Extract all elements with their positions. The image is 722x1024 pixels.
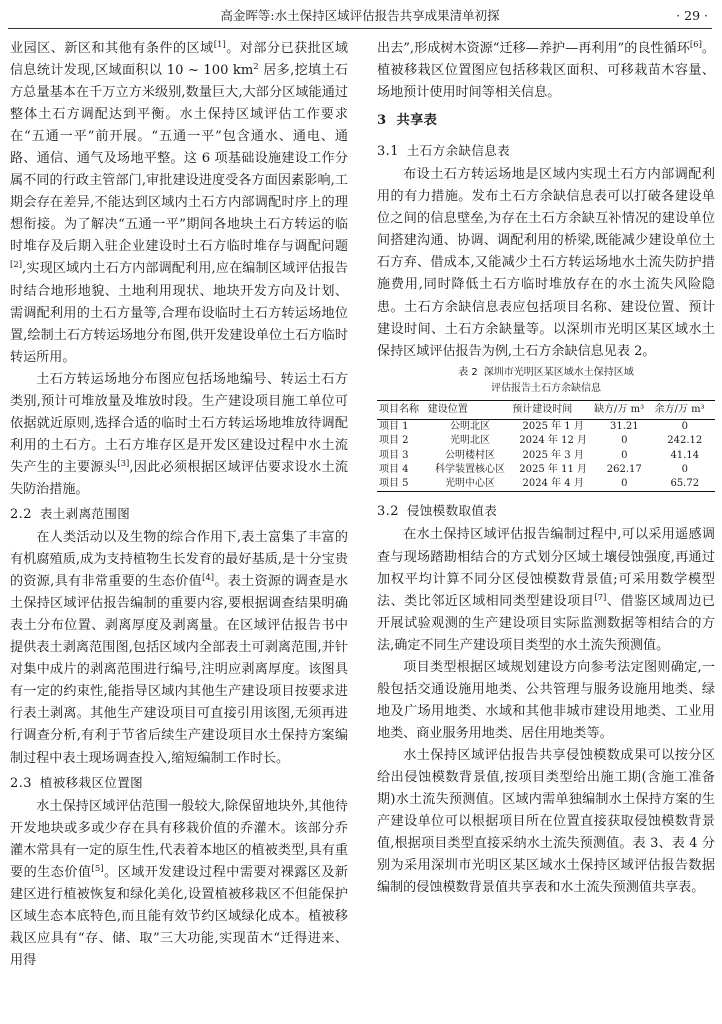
paragraph: 在水土保持区域评估报告编制过程中,可以采用遥感调查与现场踏勘相结合的方式划分区域土壤侵蚀强度,再通过加权平均计算不同分区侵蚀模数背景值;可采用数学模型法、类比邻近区域相同类型建设项目[7]、借鉴区域周边已开展试验观测的生产建设项目实际监测数据等相结合的方法,确定不同生产建设项目类型的水土流失预测值。 — [377, 527, 716, 653]
section-heading-3-1: 3.1 土石方余缺信息表 — [377, 143, 511, 160]
table-row — [377, 463, 715, 477]
paragraph: 布设土石方转运场地是区域内实现土石方内部调配利用的有力措施。发布土石方余缺信息表可以打破各建设单位之间的信息壁垒,为存在土石方余缺互补情况的建设单位间搭建沟通、协调、调配利用的桥梁,既能减少建设单位土石方弃、借成本,又能减少土石方转运场地水土流失防护措施费用,同时降低土石方临时堆放存在的水土流失风险隐患。土石方余缺信息表应包括项目名称、建设位置、预计建设时间、土石方余缺量等。以深圳市光明区某区域水土保持区域评估报告为例,土石方余缺信息见表 2。 — [377, 167, 715, 359]
table-cell: 0 — [621, 478, 628, 490]
table-cell: 0 — [681, 463, 688, 475]
section-heading-3-2: 3.2 侵蚀模数取值表 — [377, 503, 498, 520]
paragraph: 水土保持区域评估报告共享侵蚀模数成果可以按分区给出侵蚀模数背景值,按项目类型给出施工期(含施工准备期)水土流失预测值。区域内需单独编制水土保持方案的生产建设单位可以根据项目所在位置直接获取侵蚀模数背景值,根据项目类型直接采纳水土流失预测值。表 3、表 4 分别为采用深圳市光明区某区域水土保持区域评估报告数据编制的侵蚀模数背景值共享表和水土流失预测值共享表。 — [377, 747, 715, 896]
table-cell: 2025 年 1 月 — [522, 420, 584, 432]
paragraph: 业园区、新区和其他有条件的区域[1]。对部分已获批区域信息统计发现,区域面积以 10 ~ 100 $km^2$ 居多,挖填土石方总量基本在千万立方米级别,数量巨大,大部分区域能通过整体土石方调配达到平衡。水土保持区域评估工作要求在“五通一平”前开展。“五通一平”包含通水、通电、通路、通信、通气及场地平整。这 6 项基础设施建设工作分属不同的行政主管部门,审批建设进度受各方面因素影响,工期会存在差异,不能达到区域内土石方内部调配时序上的理想衔接。为了解决“五通一平”期间各地块土石方转运的临时堆存及后期入驻企业建设时土石方临时堆存与调配问题[2],实现区域内土石方内部调配利用,应在编制区域评估报告时结合地形地貌、土地利用现状、地块开发方向及计划、需调配利用的土石方量等,合理布设临时土石方转运场地位置,绘制土石方转运场地分布图,供开发建设单位土石方临时转运所用。 — [10, 40, 349, 365]
table-header-row — [377, 400, 715, 419]
table-header-cell: 建设位置 — [428, 400, 513, 419]
table-header-cell: 项目名称 — [377, 400, 428, 419]
table-cell: 2025 年 3 月 — [522, 449, 584, 461]
left-column — [10, 38, 348, 972]
section-heading-3: 3 共享表 — [377, 113, 438, 129]
table-cell: 31.21 — [609, 420, 639, 432]
table-cell: 242.12 — [667, 435, 703, 447]
table-header-cell: 缺方/万 m³ — [594, 400, 654, 419]
table-row — [377, 477, 715, 492]
table-caption: 表 2 深圳市光明区某区域水土保持区域 评估报告土石方余缺信息 — [458, 366, 634, 394]
paragraph: 出去”,形成树木资源“迁移—养护—再利用”的良性循环[6]。植被移栽区位置图应包括移栽区面积、可移栽苗木容量、场地预计使用时间等相关信息。 — [377, 40, 716, 101]
table-cell: 光明中心区 — [444, 478, 495, 490]
table-cell: 65.72 — [670, 478, 700, 490]
table-cell: 2024 年 4 月 — [522, 478, 584, 490]
table-cell: 41.14 — [670, 449, 700, 461]
table-cell: 科学装置核心区 — [434, 463, 505, 475]
paragraph: 土石方转运场地分布图应包括场地编号、转运土石方类别,预计可堆放量及堆放时段。生产建设项目施工单位可依据就近原则,选择合适的临时土石方转运场地堆放待调配利用的土石方。土石方堆存区是开发区建设过程中水土流失产生的主要源头[3],因此必须根据区域评估要求设水土流失防治措施。 — [10, 371, 348, 497]
table-row — [377, 449, 715, 463]
paragraph: 项目类型根据区域规划建设方向参考法定图则确定,一般包括交通设施用地类、公共管理与服务设施用地类、绿地及广场用地类、水域和其他非城市建设用地类、工业用地类、商业服务用地类、居住用地类等。 — [377, 659, 715, 741]
table-cell: 项目 4 — [379, 463, 409, 475]
section-heading-2-2: 2.2 表土剥离范围图 — [10, 505, 131, 522]
table-row — [377, 419, 715, 434]
table-cell: 2024 年 12 月 — [519, 435, 588, 447]
running-header — [8, 4, 712, 29]
table-cell: 项目 1 — [379, 420, 409, 432]
table-cell: 项目 2 — [379, 435, 409, 447]
table-header-cell: 余方/万 m³ — [655, 400, 715, 419]
paragraph: 在人类活动以及生物的综合作用下,表土富集了丰富的有机腐殖质,成为支持植物生长发育的最好基质,是十分宝贵的资源,具有非常重要的生态价值[4]。表土资源的调查是水土保持区域评估报告编制的重要内容,要根据调查结果明确表土分布位置、剥离厚度及剥离量。在区域评估报告书中提供表土剥离范围图,包括区域内全部表土可剥离范围,并针对集中成片的剥离范围进行编号,注明应剥离厚度。该图具有一定的约束性,能指导区域内其他生产建设项目按要求进行表土剥离。其他生产建设项目可直接引用该图,无须再进行调查分析,有利于节省后续生产建设项目水土保持方案编制过程中表土现场调查投入,缩短编制工作时长。 — [10, 530, 348, 766]
table-cell: 项目 3 — [379, 449, 409, 461]
paragraph: 水土保持区域评估范围一般较大,除保留地块外,其他待开发地块或多或少存在具有移栽价值的乔灌木。该部分乔灌木常具有一定的原生性,代表着本地区的植被类型,具有重要的生态价值[5]。区域开发建设过程中需要对裸露区及新建区进行植被恢复和绿化美化,设置植被移栽区不但能保护区域生态本底特色,而且能有效节约区域绿化成本。植被移栽区应具有“存、储、取”三大功能,实现苗木“迁得进来、用得 — [10, 798, 349, 968]
table-row — [377, 434, 715, 448]
table-earthwork-balance — [377, 400, 715, 493]
page-number: · 29 · — [676, 8, 708, 23]
table-cell: 0 — [621, 449, 628, 461]
table-cell: 0 — [621, 435, 628, 447]
table-cell: 公明楼村区 — [444, 449, 495, 461]
right-column — [377, 38, 715, 899]
running-title: 高金晖等:水土保持区域评估报告共享成果清单初探 — [220, 8, 500, 23]
table-cell: 公明北区 — [449, 420, 490, 432]
table-cell: 光明北区 — [449, 435, 490, 447]
table-cell: 0 — [681, 420, 688, 432]
table-cell: 项目 5 — [379, 478, 409, 490]
table-cell: 2025 年 11 月 — [519, 463, 588, 475]
section-heading-2-3: 2.3 植被移栽区位置图 — [10, 774, 144, 791]
table-header-cell: 预计建设时间 — [512, 400, 594, 419]
table-cell: 262.17 — [606, 463, 642, 475]
